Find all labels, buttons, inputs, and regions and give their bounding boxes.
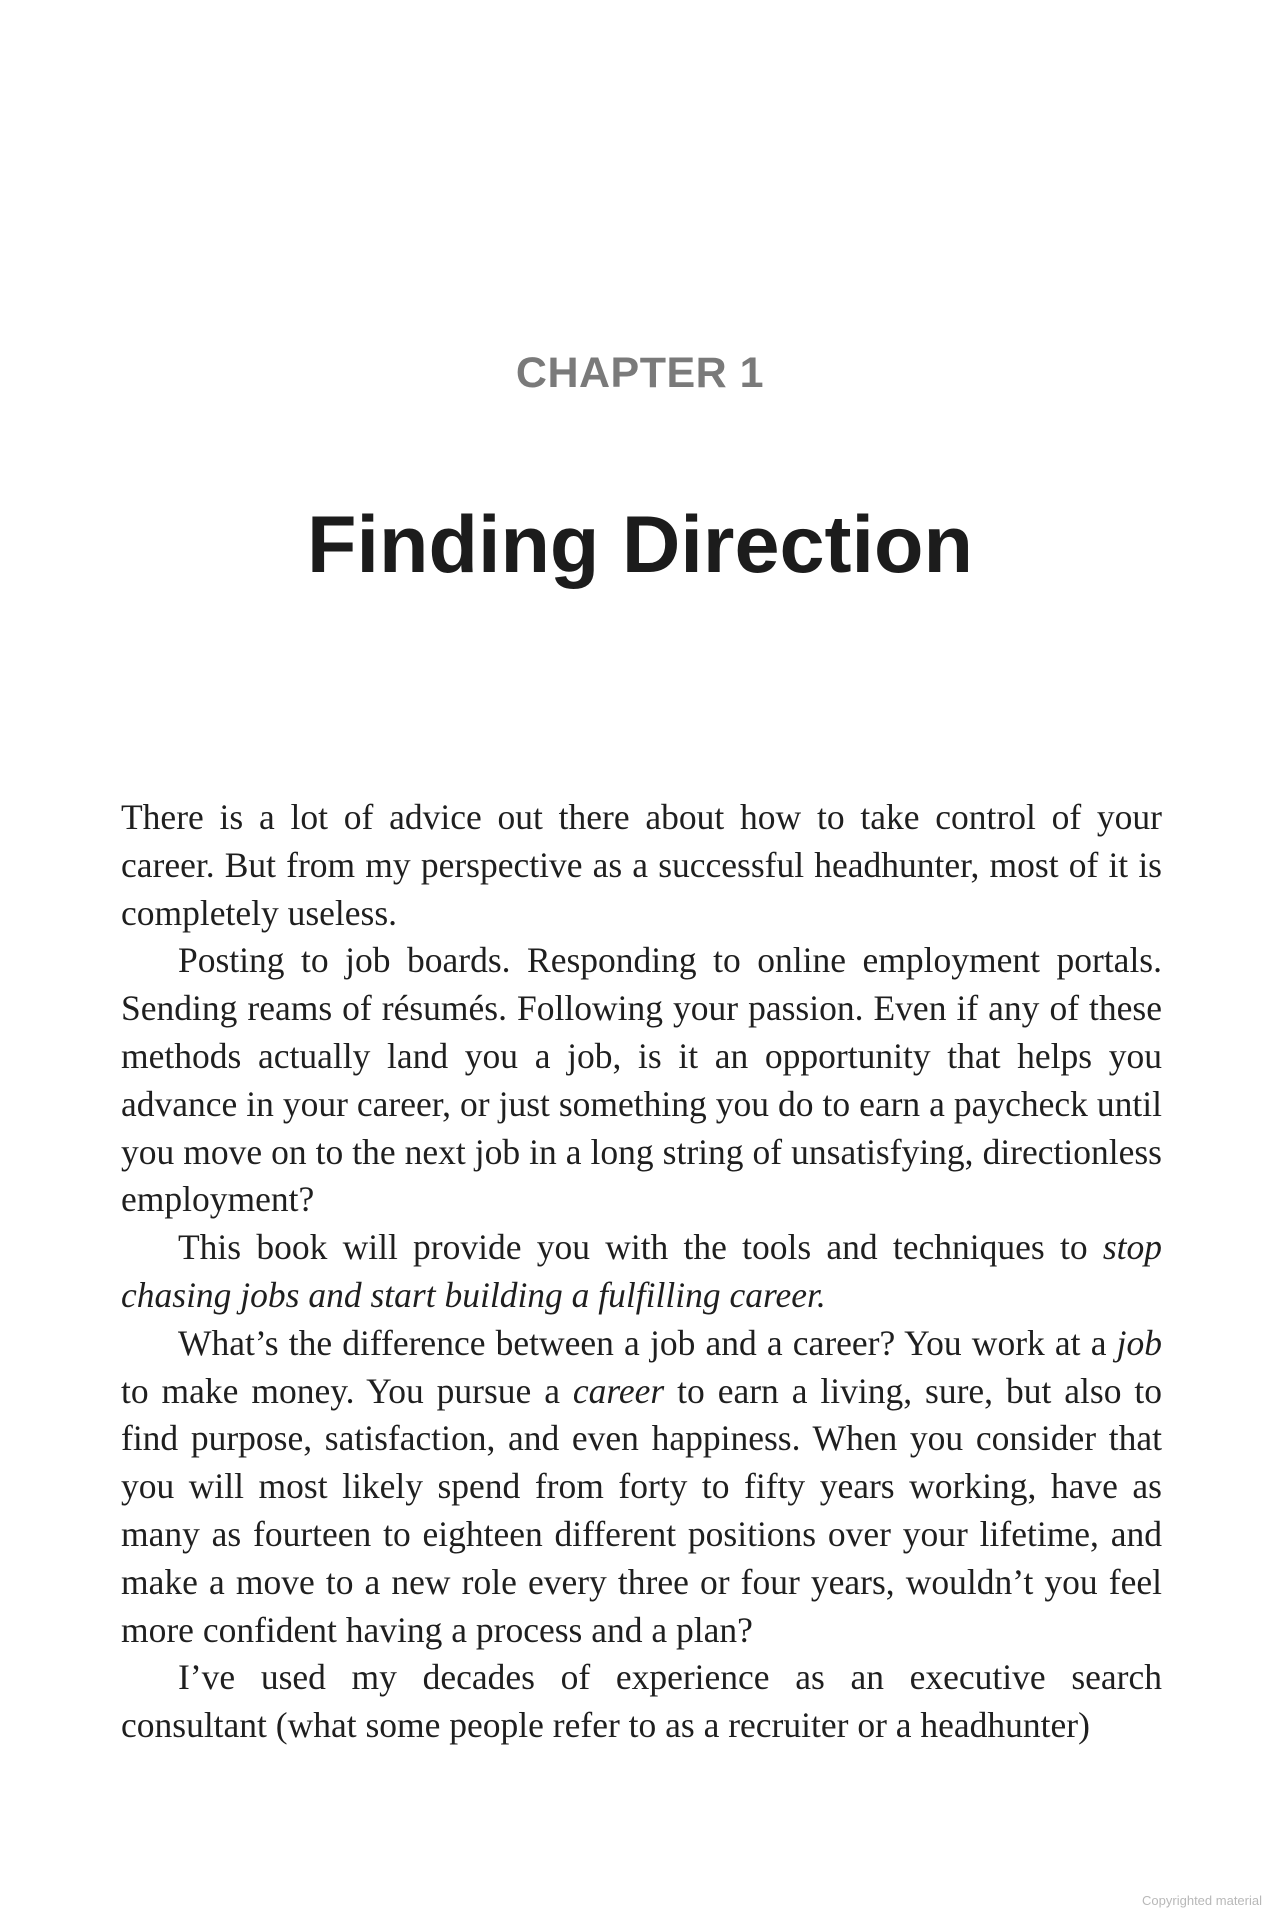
paragraph-text: Posting to job boards. Responding to online employment portals. Sending reams of résumés. Following your passion. Even if any of these methods actually land you a job, is it an opportunity that helps you advance in your career, or just something you do to earn a paycheck until you move on to the next job in a long string of unsatisfying, directionless employment? (121, 940, 1162, 1220)
emphasis-text: stop chasing jobs and start building a fulfilling career. (121, 1227, 1162, 1315)
paragraph-text: to earn a living, sure, but also to find purpose, satisfaction, and even happiness. When you consider that you will most likely spend from forty to fifty years working, have as many as fourteen to eighteen different positions over your lifetime, and make a move to a new role every three or four years, wouldn’t you feel more confident having a process and a plan? (121, 1370, 1162, 1650)
emphasis-text: career (572, 1370, 665, 1411)
chapter-label: CHAPTER 1 (515, 349, 765, 397)
paragraph-text: What’s the difference between a job and a career? You work at a (178, 1322, 1117, 1363)
paragraph (121, 1654, 1162, 1750)
chapter-body (121, 794, 1162, 1750)
copyright-watermark: Copyrighted material (1142, 1893, 1262, 1908)
paragraph (121, 1224, 1162, 1320)
paragraph (121, 937, 1162, 1224)
paragraph-text: to make money. You pursue a (121, 1370, 573, 1411)
emphasis-text: job (1116, 1322, 1162, 1363)
paragraph-text: This book will provide you with the tools and techniques to (178, 1227, 1103, 1268)
paragraph (121, 794, 1162, 937)
paragraph (121, 1320, 1162, 1655)
paragraph-text: There is a lot of advice out there about how to take control of your career. But from my perspective as a successful headhunter, most of it is completely useless. (121, 797, 1162, 933)
chapter-title: Finding Direction (307, 500, 973, 590)
paragraph-text: I’ve used my decades of experience as an executive search consultant (what some people refer to as a recruiter or a headhunter) (121, 1657, 1162, 1746)
